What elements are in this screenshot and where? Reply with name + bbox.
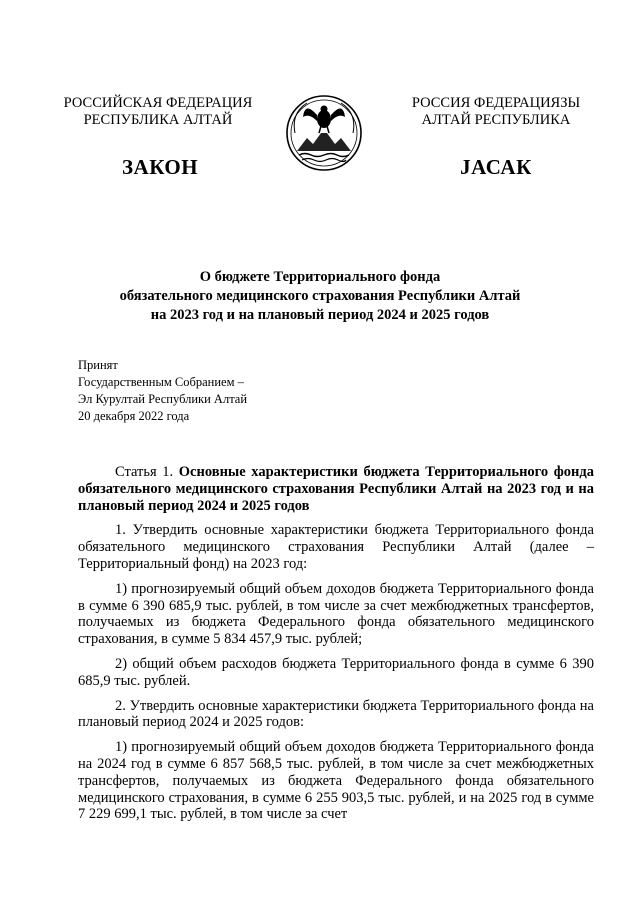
- header-right-country: РОССИЯ ФЕДЕРАЦИЯЗЫ: [411, 95, 581, 111]
- header-left: [58, 95, 258, 129]
- document-title-line: О бюджете Территориального фонда: [199, 269, 441, 285]
- paragraph: 1) прогнозируемый общий объем доходов бюджета Территориального фонда на 2024 год в сумме 6 857 568,5 тыс. рублей, в том числе за счет межбюджетных трансфертов, получаемых из бюджета Федерального фонда обязательного медицинского страхования, в сумме 6 255 903,5 тыс. рублей, и на 2025 год в сумме 7 229 699,1 тыс. рублей, в том числе за счет: [78, 739, 594, 823]
- law-title-alt: JАСАК: [460, 155, 532, 179]
- paragraph: 1. Утвердить основные характеристики бюджета Территориального фонда обязательного медицинского страхования Республики Алтай (далее – Территориальный фонд) на 2023 год:: [78, 522, 594, 572]
- header-left-country: РОССИЙСКАЯ ФЕДЕРАЦИЯ: [63, 95, 253, 111]
- adopted-date: 20 декабря 2022 года: [78, 409, 190, 423]
- article-heading: [78, 464, 594, 514]
- adopted-line: Принят: [78, 358, 118, 372]
- adopted-block: [78, 357, 247, 425]
- header-left-republic: РЕСПУБЛИКА АЛТАЙ: [83, 112, 233, 128]
- document-title-line: обязательного медицинского страхования Республики Алтай: [119, 288, 521, 304]
- document-title-line: на 2023 год и на плановый период 2024 и 2025 годов: [150, 307, 490, 323]
- adopted-line: Государственным Собранием –: [78, 375, 244, 389]
- adopted-line: Эл Курултай Республики Алтай: [78, 392, 248, 406]
- article-number: Статья 1.: [115, 464, 179, 480]
- header-right: [396, 95, 596, 129]
- paragraph: 1) прогнозируемый общий объем доходов бюджета Территориального фонда в сумме 6 390 685,9 тыс. рублей, в том числе за счет межбюджетных трансфертов, получаемых из бюджета Федерального фонда обязательного медицинского страхования, в сумме 5 834 457,9 тыс. рублей;: [78, 580, 594, 648]
- paragraph: 2. Утвердить основные характеристики бюджета Территориального фонда на плановый период 2024 и 2025 годов:: [78, 697, 594, 731]
- document-title: [0, 268, 640, 325]
- article-title: Основные характеристики бюджета Территориального фонда обязательного медицинского страхования Республики Алтай на 2023 год и на плановый период 2024 и 2025 годов: [78, 464, 594, 514]
- paragraph: 2) общий объем расходов бюджета Территориального фонда в сумме 6 390 685,9 тыс. рублей.: [78, 655, 594, 689]
- republic-altai-emblem-icon: [285, 93, 363, 173]
- document-body: [78, 464, 594, 831]
- law-title-ru: ЗАКОН: [121, 155, 199, 179]
- header-right-republic: АЛТАЙ РЕСПУБЛИКА: [421, 112, 571, 128]
